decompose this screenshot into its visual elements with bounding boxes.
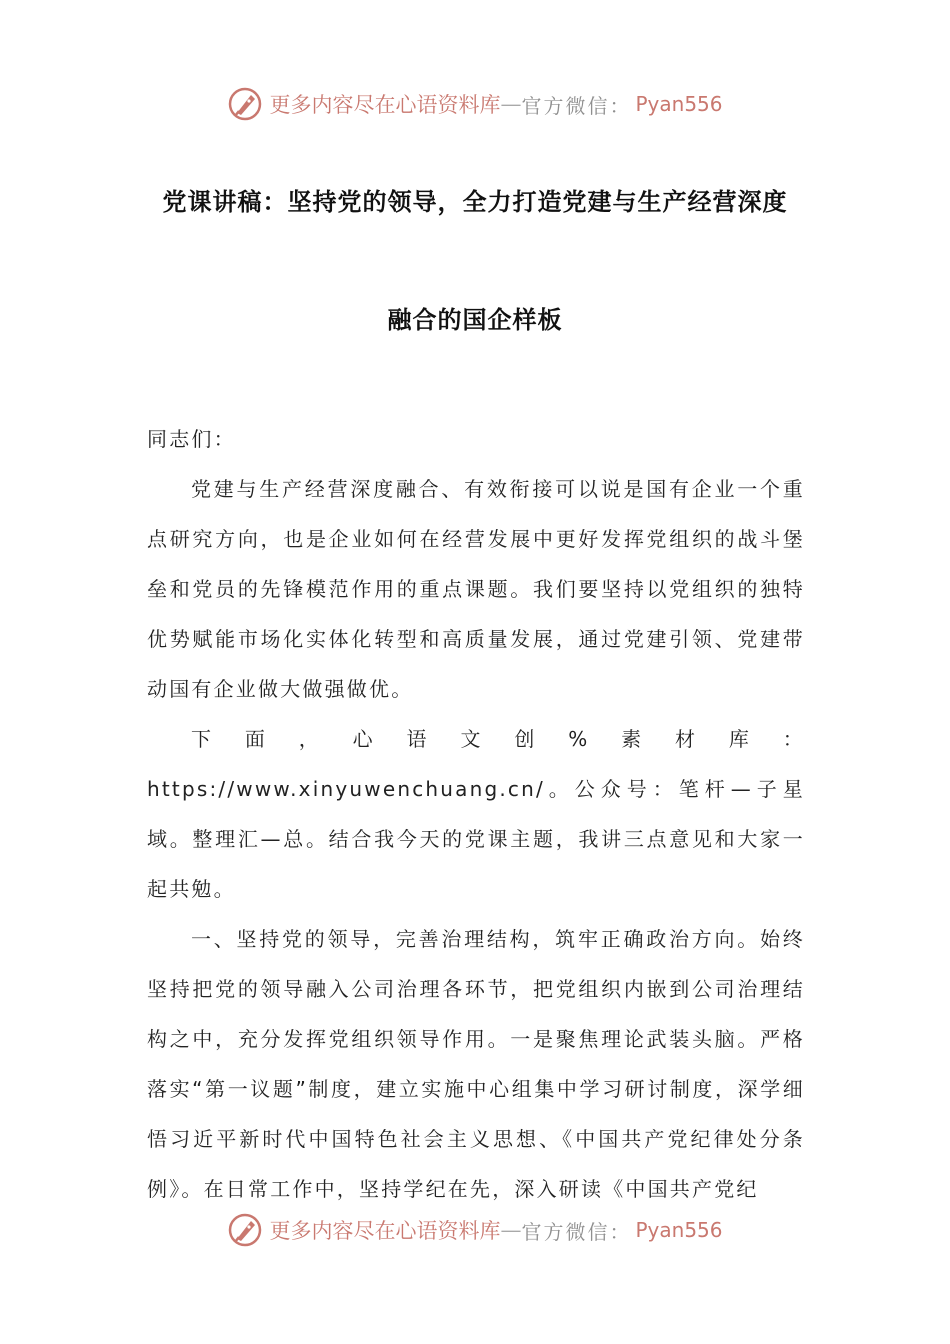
document-title-line-1: 党课讲稿：坚持党的领导，全力打造党建与生产经营深度 (162, 188, 788, 216)
footer-watermark (0, 1210, 950, 1250)
watermark-label: 官方微信： (521, 93, 632, 118)
pen-nib-logo-icon (227, 1212, 263, 1248)
salutation: 同志们： (147, 427, 236, 451)
header-watermark (0, 84, 950, 124)
watermark-wechat-id: Pyan556 (635, 92, 723, 116)
paragraph-1: 党建与生产经营深度融合、有效衔接可以说是国有企业一个重点研究方向，也是企业如何在经营发展中更好发挥党组织的战斗堡垒和党员的先锋模范作用的重点课题。我们要坚持以党组织的独特优势赋能市场化实体化转型和高质量发展，通过党建引领、党建带动国有企业做大做强做优。 (147, 477, 805, 701)
watermark-separator: — (500, 1218, 522, 1242)
pen-nib-logo-icon (227, 86, 263, 122)
watermark-separator: — (500, 92, 522, 116)
document-title-line-2: 融合的国企样板 (387, 306, 563, 334)
watermark-wechat-id: Pyan556 (635, 1218, 723, 1242)
document-body (147, 414, 805, 1214)
watermark-text: 更多内容尽在心语资料库 (269, 93, 501, 117)
watermark-label: 官方微信： (521, 1219, 632, 1244)
paragraph-2: 下面，心语文创%素材库：https://www.xinyuwenchuang.cn/。公众号：笔杆—子星域。整理汇—总。结合我今天的党课主题，我讲三点意见和大家一起共勉。 (147, 727, 805, 901)
watermark-text: 更多内容尽在心语资料库 (269, 1219, 501, 1243)
paragraph-3: 一、坚持党的领导，完善治理结构，筑牢正确政治方向。始终坚持把党的领导融入公司治理各环节，把党组织内嵌到公司治理结构之中，充分发挥党组织领导作用。一是聚焦理论武装头脑。严格落实“第一议题”制度，建立实施中心组集中学习研讨制度，深学细悟习近平新时代中国特色社会主义思想、《中国共产党纪律处分条例》。在日常工作中，坚持学纪在先，深入研读《中国共产党纪 (147, 927, 805, 1201)
